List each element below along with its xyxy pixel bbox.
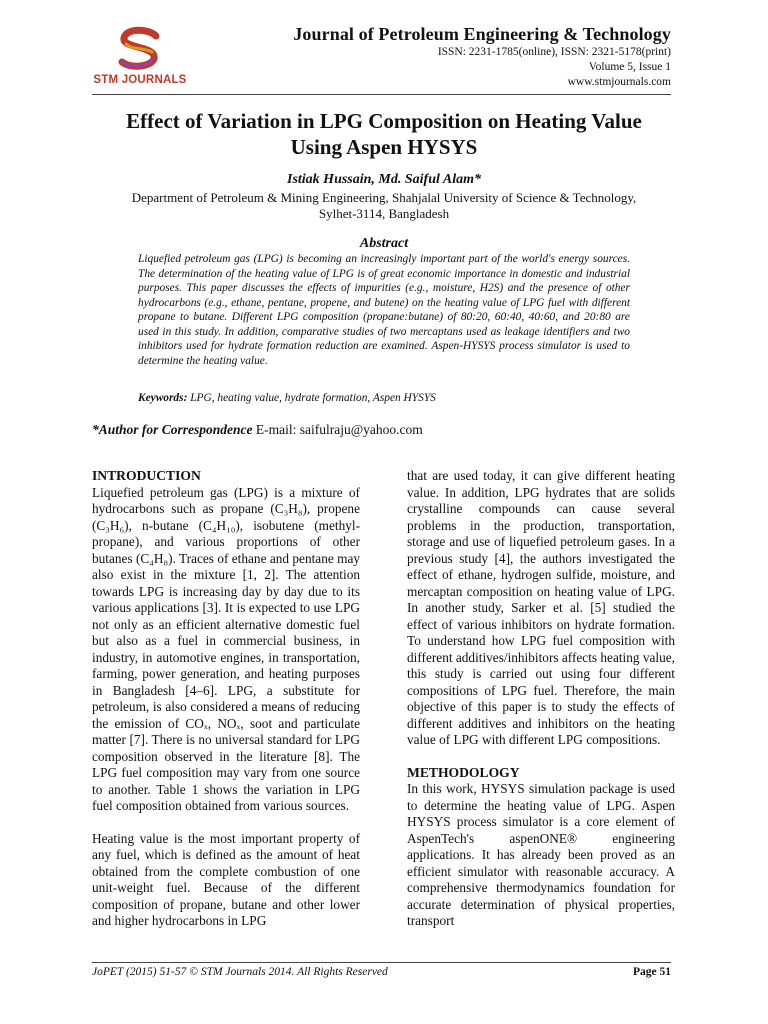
authors: Istiak Hussain, Md. Saiful Alam* [287,172,481,187]
website-link[interactable]: www.stmjournals.com [567,76,671,88]
abstract-text: Liquefied petroleum gas (LPG) is becoming an increasingly important part of the world's energy sources. The determination of the heating value of LPG is of great economic importance in domestic and industrial purposes. This paper discusses the effects of impurities (e.g., moisture, H2S) and the presence of other hydrocarbons (e.g., ethane, pentane, propene, and butene) on the heating value of LPG fuel with different propane to butane. Different LPG composition (propane:butane) of 80:20, 60:40, 40:60, and 20:80 are used in this study. In addition, comparative studies of two mercaptans used as leakage identifiers and two inhibitors used for hydrate formation reduction are examined. Aspen-HYSYS process simulator is used to determine the heating value. [138,253,630,367]
logo-text: STM JOURNALS [93,74,187,86]
introduction-heading: INTRODUCTION [92,468,201,483]
intro-paragraph-2: Heating value is the most important property of any fuel, which is defined as the amount of heat obtained from the complete combustion of one unit-weight fuel. Because of the different composition of propane, butane and other lower and higher hydrocarbons in LPG [92,830,360,928]
journal-title: Journal of Petroleum Engineering & Technology [293,24,671,44]
methodology-paragraph-1: In this work, HYSYS simulation package is used to determine the heating value of LPG. Aspen HYSYS process simulator is a core element of AspenTech's aspenONE® engineering applications. It has already been proved as an efficient simulator with reasonable accuracy. A comprehensive thermodynamics foundation for accurate determination of physical properties, transport [407,781,675,928]
paper-title-line-1: Effect of Variation in LPG Composition on Heating Value [126,109,642,133]
methodology-heading: METHODOLOGY [407,764,520,780]
stm-journals-logo [90,26,190,90]
stm-logo-icon [112,26,168,72]
keywords-text: LPG, heating value, hydrate formation, Aspen HYSYS [190,392,436,404]
volume-line: Volume 5, Issue 1 [588,61,671,73]
header-divider [92,94,671,95]
correspondence-email[interactable]: E-mail: saifulraju@yahoo.com [255,422,423,437]
affiliation-line-2: Sylhet-3114, Bangladesh [318,206,450,221]
left-column [92,468,360,930]
abstract-heading: Abstract [359,236,409,251]
paper-title-line-2: Using Aspen HYSYS [290,135,478,159]
right-column [407,468,675,930]
footer-citation: JoPET (2015) 51-57 © STM Journals 2014. All Rights Reserved [92,966,388,978]
affiliation-line-1: Department of Petroleum & Mining Engineering, Shahjalal University of Science & Technology, [131,190,637,205]
paper-title [80,108,688,160]
footer-divider [92,962,671,963]
issn-line: ISSN: 2231-1785(online), ISSN: 2321-5178(print) [437,46,671,58]
page-number: Page 51 [632,966,671,978]
correspondence [92,422,423,438]
affiliation [90,190,678,222]
intro-paragraph-3: that are used today, it can give different heating value. In addition, LPG hydrates that are solids crystalline compounds can cause several problems in the production, transportation, storage and use of liquefied petroleum gases. In a previous study [4], the authors investigated the effect of ethane, hydrogen sulfide, moisture, and mercaptan composition on heating value of LPG. In another study, Sarker et al. [5] studied the effect of various inhibitors on hydrate formation. To understand how LPG fuel composition with different additives/inhibitors affects heating value, this study is carried out using four different compositions of LPG fuel. Therefore, the main objective of this paper is to study the effects of different additives and inhibitors on the heating value of LPG with different LPG compositions. [407,468,675,747]
keywords [138,392,436,404]
intro-paragraph-1: Liquefied petroleum gas (LPG) is a mixture of hydrocarbons such as propane (C₃H₈), propene (C₃H₆), n-butane (C₄H₁₀), isobutene (methyl-propane), and various proportions of other butanes (C₄H₈). Traces of ethane and pentane may also exist in the mixture [1, 2]. The attention towards LPG is increasing day by day due to its various applications [3]. It is expected to use LPG not only as an efficient alternative domestic fuel but also as a fuel in commercial business, in industry, in automotive engines, in transportation, farming, power generation, and heating purposes in Bangladesh [4–6]. LPG, a substitute for petroleum, is also considered a means of reducing the emission of COₓ, NOₓ, soot and particulate matter [7]. There is no universal standard for LPG composition observed in the literature [8]. The LPG fuel composition may vary from one source to another. Table 1 shows the variation in LPG fuel composition obtained from various sources. [92,484,360,813]
correspondence-label: *Author for Correspondence [92,422,253,437]
keywords-label: Keywords: [138,392,188,404]
